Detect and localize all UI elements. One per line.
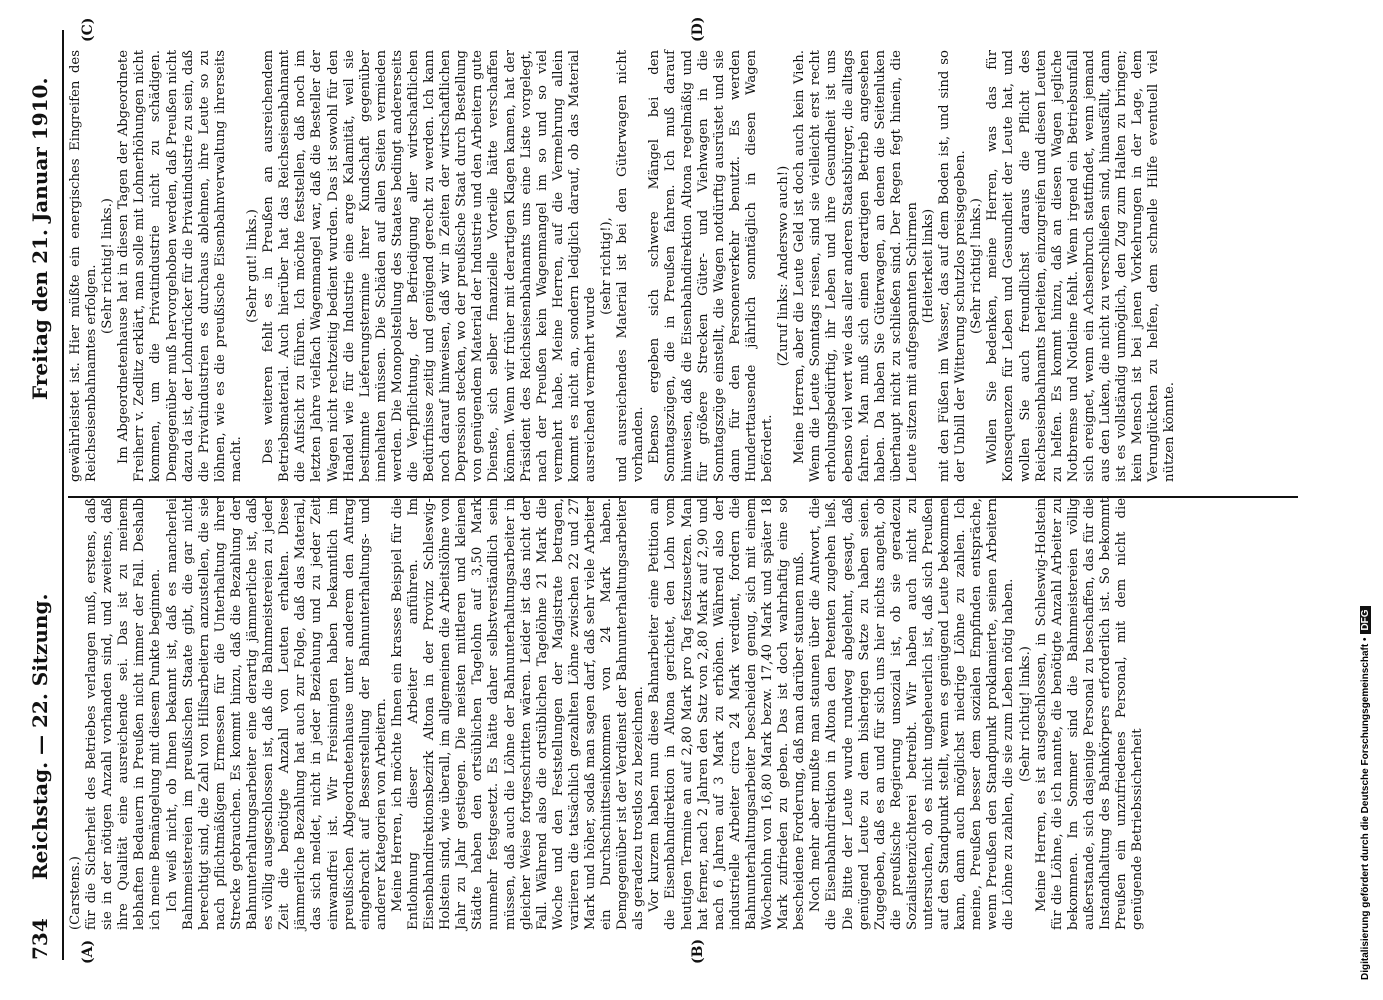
paragraph: (Sehr richtig! links.): [100, 198, 116, 334]
paragraph: Ich weiß nicht, ob Ihnen bekannt ist, daß es mancherlei Bahnmeistereien im preußischen Staate gibt, die gar nicht berechtigt sind, die Zahl von Hilfsarbeitern anzustellen, die sie nach pflichtmäßigem Ermessen für die Unterhaltung ihrer Strecke gebrauchen. Es kommt hinzu, daß die Bezahlung der Bahnunterhaltungsarbeiter eine derartig jämmerliche ist, daß es völlig ausgeschlossen ist, daß die Bahnmeistereien zu jeder Zeit die benötigte Anzahl von Leuten erhalten. Diese jämmerliche Bezahlung hat auch zur Folge, daß das Material, das sich meldet, nicht in jeder Beziehung und zu jeder Zeit einwandfrei ist. Wir Freisinnigen haben bekanntlich im preußischen Abgeordnetenhause unter anderem den Antrag eingebracht auf Besserstellung der Bahnunterhaltungs- und anderer Kategorien von Arbeitern.: [164, 498, 389, 930]
paragraph: gewährleistet ist. Hier müßte ein energisches Eingreifen des Reichseisenbahnamtes erfolgen.: [68, 50, 100, 482]
paragraph: Des weiteren fehlt es in Preußen an ausreichendem Betriebsmaterial. Auch hierüber hat das Reichseisenbahnamt die Aufsicht zu führen. Ich möchte feststellen, daß noch im letzten Jahre vielfach Wagenmangel war, daß die Besteller der Wagen nicht rechtzeitig bedient wurden. Das ist sowohl für den Handel wie für die Industrie eine arge Kalamität, weil sie bestimmte Lieferungstermine ihrer Kundschaft gegenüber innehalten müssen. Die Schäden auf allen Seiten vermieden werden. Die Monopolstellung des Staates bedingt andererseits die Verpflichtung, der Befriedigung aller wirtschaftlichen Bedürfnisse zeitig und genügend gerecht zu werden. Ich kann noch darauf hinweisen, daß wir in Zeiten der wirtschaftlichen Depression stecken, wo der preußische Staat durch Bestellung von genügendem Material der Industrie und den Arbeitern gute Dienste, sich selber finanzielle Vorteile hätte verschaffen können. Wenn wir früher mit derartigen Klagen kamen, hat der Präsident des Reichseisenbahnamts uns eine Liste vorgelegt, nach der Preußen kein Wagenmangel im so und so viel vermehrt habe. Meine Herren, auf die Vermehrung allein kommt es nicht an, sondern lediglich darauf, ob das Material ausreichend vermehrt wurde: [261, 50, 598, 482]
header-left-title: Reichstag. — 22. Sitzung.: [28, 593, 52, 880]
paragraph: (Carstens.): [68, 856, 83, 930]
paragraph: Im Abgeordnetenhause hat in diesen Tagen der Abgeordnete Freiherr v. Zedlitz erklärt, man solle mit Lohnerhöhungen nicht kommen, um die Privatindustrie nicht zu schädigen. Demgegenüber muß hervorgehoben werden, daß Preußen nicht dazu da ist, der Lohndrücker für die Privatindustrie zu sein, daß die Privatindustrien es durchaus ablehnen, ihre Leute so zu löhnen, wie es die preußische Eisenbahnverwaltung ihrerseits macht.: [116, 50, 244, 482]
paragraph: Meine Herren, es ist ausgeschlossen, in Schleswig-Holstein für die Löhne, die ich nannte, die benötigte Anzahl Arbeiter zu bekommen. Im Sommer sind die Bahnmeistereien völlig außerstande, sich dasjenige Personal zu beschaffen, das für die Instandhaltung des Bahnkörpers erforderlich ist. So bekommt Preußen ein unzufriedenes Personal, mit dem nicht die genügende Betriebssicherheit: [1033, 498, 1146, 930]
paragraph: Meine Herren, aber die Leute Geld ist doch auch kein Vieh. Wenn die Leute Sonntags reisen, sind sie vielleicht erst recht erholungsbedürftig, ihr Leben und ihre Gesundheit ist uns ebenso viel wert wie das aller anderen Staatsbürger, die alltags fahren. Man muß sich einen derartigen Betrieb angesehen haben. Da haben Sie Güterwagen, an denen die Seitenluken überhaupt nicht zu schließen sind. Der Regen fegt hinein, die Leute sitzen mit aufgespannten Schirmen: [792, 50, 920, 482]
paragraph: (sehr richtig!),: [599, 217, 615, 315]
margin-marker-d: (D): [690, 16, 706, 42]
paragraph: Wollen Sie bedenken, meine Herren, was das für Konsequenzen für Leben und Gesundheit der Leute hat, und wollen Sie auch freundlichst daraus die Pflicht des Reichseisenbahnamts herleiten, einzugreifen und diesen Leuten zu helfen. Es kommt hinzu, daß an diesen Wagen jegliche Notbremse und Notleine fehlt. Wenn irgend ein Betriebsunfall sich ereignet, wenn ein Achsenbruch stattfindet, wenn jemand aus den Luken, die nicht zu verschließen sind, hinausfällt, dann ist es vollständig unmöglich, den Zug zum Halten zu bringen; kein Mensch ist bei jenen Vorkehrungen in der Lage, dem Verunglückten zu helfen, dem schnelle Hilfe eventuell viel nützen könnte.: [985, 50, 1178, 482]
digitization-credit: [1360, 20, 1371, 980]
header-rule: [62, 30, 64, 960]
paragraph: Ebenso ergeben sich schwere Mängel bei den Sonntagszügen, die in Preußen fahren. Ich muß darauf hinweisen, daß die Eisenbahndirektion Altona regelmäßig und für größere Strecken Güter- und Viehwagen in die Sonntagszüge einstellt, die Wagen notdürftig ausrüstet und sie dann für den Personenverkehr benutzt. Es werden Hunderttausende jährlich sonntäglich in diesen Wagen befördert.: [647, 50, 776, 482]
paragraph: Noch mehr aber mußte man staunen über die Antwort, die die Eisenbahndirektion in Altona den Petenten zugehen ließ. Die Bitte der Leute wurde rundweg abgelehnt, gesagt, daß genügend Leute zu dem bisherigen Satze zu haben seien. Zugegeben, daß es an und für sich uns hier nichts angeht, ob die preußische Regierung unsozial ist, ob sie geradezu Sozialistenzüchterei betreibt. Wir haben auch nicht zu untersuchen, ob es nicht ungeheuerlich ist, daß sich Preußen auf den Standpunkt stellt, wenn es genügend Leute bekommen kann, dann auch möglichst niedrige Löhne zu zahlen. Ich meine, Preußen besser dem sozialen Empfinden entspräche, wenn Preußen den Standpunkt proklamierte, seinen Arbeitern die Löhne zu zahlen, die sie zum Leben nötig haben.: [808, 498, 1017, 930]
right-column: [68, 50, 1178, 482]
paragraph: mit den Füßen im Wasser, das auf dem Boden ist, und sind so der Unbill der Witterung schutzlos preisgegeben.: [937, 50, 969, 482]
paragraph: (Heiterkeit links): [920, 208, 936, 324]
margin-marker-a: (A): [80, 939, 96, 964]
paragraph: Vor kurzem haben nun diese Bahnarbeiter eine Petition an die Eisenbahndirektion in Altona gerichtet, den Lohn vom heutigen Termine an auf 2,80 Mark pro Tag festzusetzen. Man hat ferner, nach 2 Jahren den Satz von 2,80 Mark auf 2,90 und nach 6 Jahren auf 3 Mark zu erhöhen. Während also der industrielle Arbeiter circa 24 Mark verdient, fordern die Bahnunterhaltungsarbeiter bescheiden genug, sich mit einem Wochenlohn von 16,80 Mark bezw. 17,40 Mark und später 18 Mark zufrieden zu geben. Das ist doch wahrhaftig eine so bescheidene Forderung, daß man darüber staunen muß.: [647, 498, 808, 930]
credit-text: Digitalisierung gefördert durch die Deutsche Forschungsgemeinschaft •: [1360, 637, 1371, 980]
paragraph: (Sehr richtig! links.): [1017, 646, 1033, 782]
paragraph: für die Sicherheit des Betriebes verlangen muß, erstens, daß sie in der nötigen Anzahl vorhanden sind, und zweitens, daß ihre Qualität eine ausreichende sei. Das ist zu meinem lebhaften Bedauern in Preußen nicht immer der Fall. Deshalb ich meine Bemängelung mit diesem Punkte beginnen.: [84, 498, 164, 930]
header-right-title: Freitag den 21. Januar 1910.: [28, 77, 52, 400]
column-divider: [68, 496, 1298, 498]
margin-marker-c: (C): [80, 17, 96, 42]
paragraph: und ausreichendes Material ist bei den Güterwagen nicht vorhanden.: [615, 50, 647, 482]
page-number: 734: [28, 918, 52, 960]
margin-marker-b: (B): [690, 938, 706, 964]
dfg-logo: DFG: [1360, 606, 1371, 633]
paragraph: (Sehr richtig! links.): [969, 198, 985, 334]
left-column: [68, 498, 1146, 930]
paragraph: Meine Herren, ich möchte Ihnen ein krasses Beispiel für die Entlohnung dieser Arbeiter anführen. Im Eisenbahndirektionsbezirk Altona in der Provinz Schleswig-Holstein sind, wie überall, im allgemeinen die Arbeitslöhne von Jahr zu Jahr gestiegen. Die meisten mittleren und kleinen Städte haben den ortsüblichen Tagelohn auf 3,50 Mark nunmehr festgesetzt. Es hätte daher selbstverständlich sein müssen, daß auch die Löhne der Bahnunterhaltungsarbeiter in gleicher Weise fortgeschritten wären. Leider ist das nicht der Fall. Während also die ortsüblichen Tagelöhne 21 Mark die Woche und den Feststellungen der Magistrate betragen, variieren die tatsächlich gezahlten Löhne zwischen 22 und 27 Mark und höher, sodaß man sagen darf, daß sehr viele Arbeiter ein Durchschnittseinkommen von 24 Mark haben. Demgegenüber ist der Verdienst der Bahnunterhaltungsarbeiter als geradezu trostlos zu bezeichnen.: [389, 498, 647, 930]
paragraph: (Zuruf links: Anderswo auch!): [776, 165, 792, 367]
paragraph: (Sehr gut! links.): [245, 209, 261, 323]
page-header: [28, 30, 58, 960]
